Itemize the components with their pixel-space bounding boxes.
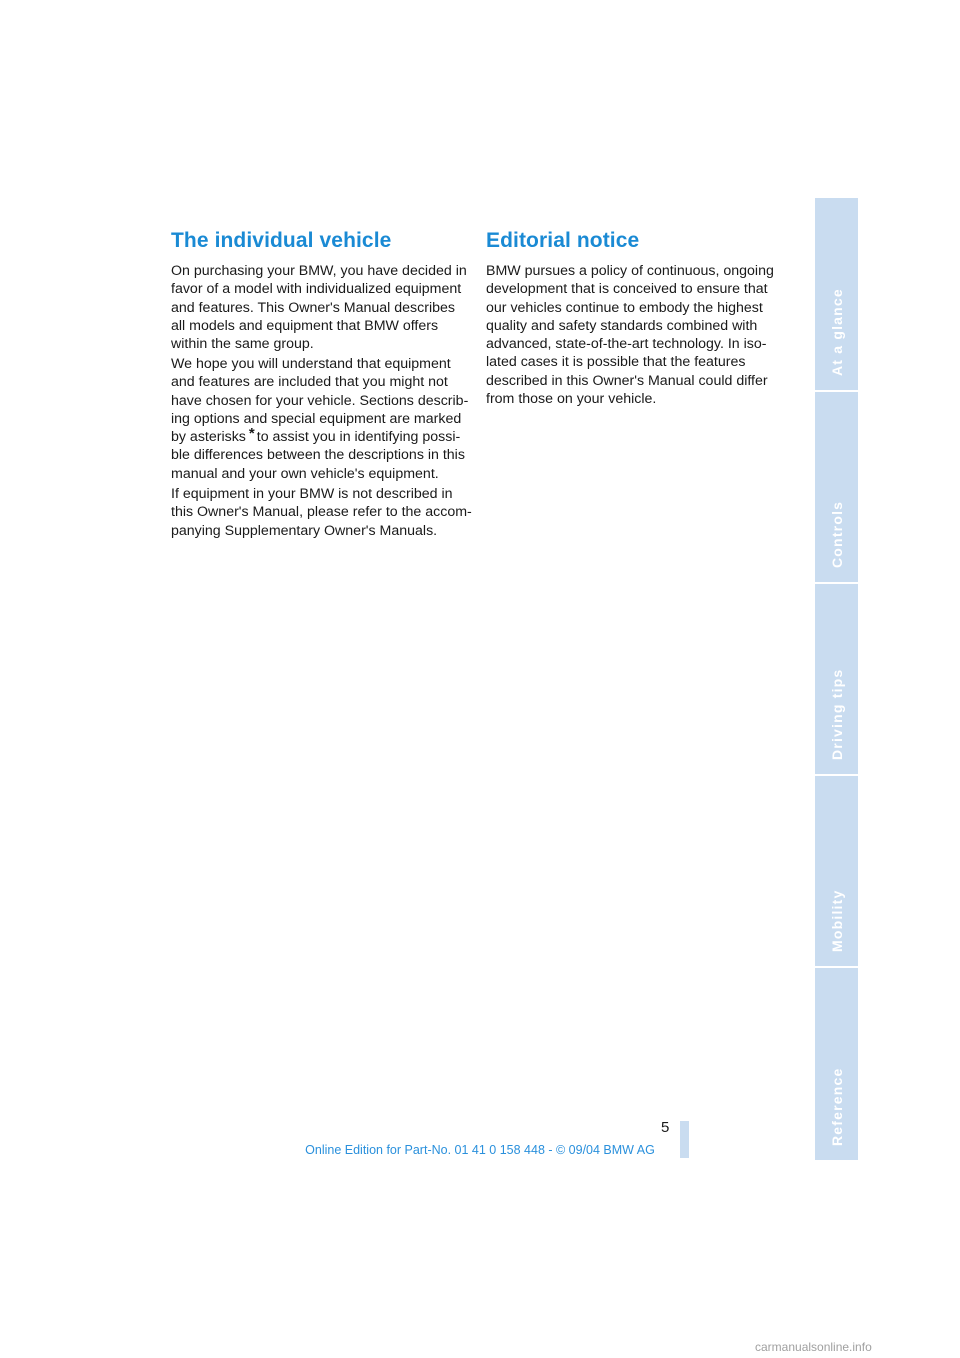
tab-mobility[interactable]	[815, 776, 858, 968]
text-line: and features are included that you might not	[171, 374, 448, 391]
text-fragment: to assist you in identifying possi-	[256, 429, 461, 446]
tab-label: Driving tips	[828, 668, 845, 760]
page-number-bar	[680, 1121, 689, 1158]
text-line: BMW pursues a policy of continuous, ongoing	[486, 263, 774, 279]
text-line: ble differences between the descriptions in this	[171, 447, 465, 464]
text-line: this Owner's Manual, please refer to the accom-	[171, 504, 472, 521]
paragraph-editorial	[486, 262, 774, 408]
tab-label: At a glance	[828, 288, 845, 376]
tab-label: Mobility	[828, 889, 845, 952]
text-line: advanced, state-of-the-art technology. In iso-	[486, 336, 767, 353]
text-line: all models and equipment that BMW offers	[171, 317, 439, 334]
text-line: our vehicles continue to embody the highest	[486, 299, 763, 316]
text-line: quality and safety standards combined with	[486, 317, 758, 334]
text-line: have chosen for your vehicle. Sections describ-	[171, 392, 469, 409]
tab-driving-tips[interactable]	[815, 584, 858, 776]
page-number: 5	[661, 1119, 670, 1136]
section-tabs	[815, 198, 858, 1160]
heading-editorial-notice: Editorial notice	[486, 229, 640, 252]
text-line: from those on your vehicle.	[486, 391, 657, 408]
paragraph-supplementary	[171, 485, 472, 540]
footer-online-edition: Online Edition for Part-No. 01 41 0 158 448 - © 09/04 BMW AG	[305, 1143, 655, 1157]
watermark: carmanualsonline.info	[755, 1340, 872, 1354]
tab-reference[interactable]	[815, 968, 858, 1160]
paragraph-purchasing	[171, 262, 467, 353]
text-line: and features. This Owner's Manual describes	[171, 299, 455, 316]
text-line: described in this Owner's Manual could differ	[486, 372, 768, 389]
tab-at-a-glance[interactable]	[815, 198, 858, 392]
text-line: lated cases it is possible that the features	[486, 354, 746, 371]
text-fragment: by asterisks	[171, 429, 246, 446]
tab-label: Controls	[828, 500, 845, 568]
text-line: within the same group.	[171, 336, 314, 353]
tab-label: Reference	[828, 1067, 845, 1146]
text-line: If equipment in your BMW is not described in	[171, 486, 453, 502]
text-line: manual and your own vehicle's equipment.	[171, 465, 439, 482]
text-line: On purchasing your BMW, you have decided in	[171, 263, 467, 279]
asterisk-icon: *	[248, 425, 255, 443]
text-line: We hope you will understand that equipment	[171, 356, 451, 372]
tab-controls[interactable]	[815, 392, 858, 584]
paragraph-equipment	[171, 355, 468, 483]
text-line: panying Supplementary Owner's Manuals.	[171, 522, 438, 539]
text-line-asterisk	[171, 425, 468, 446]
text-line: ing options and special equipment are marked	[171, 410, 462, 427]
text-line: favor of a model with individualized equipment	[171, 281, 462, 298]
heading-individual-vehicle: The individual vehicle	[171, 229, 392, 252]
text-line: development that is conceived to ensure that	[486, 281, 768, 298]
